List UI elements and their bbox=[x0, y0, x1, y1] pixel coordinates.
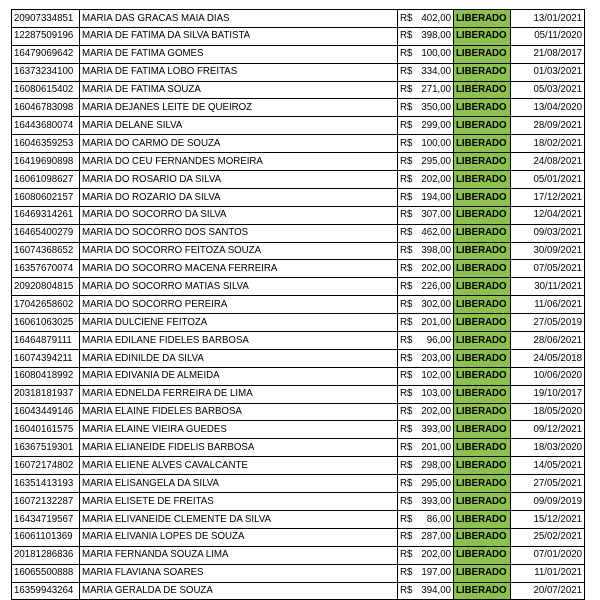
amount: 203,00 bbox=[421, 352, 451, 364]
cell-value[interactable] bbox=[398, 332, 454, 350]
table-row bbox=[12, 260, 585, 278]
cell-date[interactable]: 13/04/2020 bbox=[511, 99, 585, 117]
cell-id[interactable]: 16072132287 bbox=[12, 493, 80, 511]
table-row bbox=[12, 314, 585, 332]
cell-value[interactable] bbox=[398, 206, 454, 224]
cell-name[interactable]: MARIA EDINILDE DA SILVA bbox=[80, 349, 398, 367]
currency-symbol: R$ bbox=[400, 263, 413, 275]
table-row bbox=[12, 582, 585, 600]
amount: 100,00 bbox=[421, 137, 451, 149]
status-badge[interactable]: LIBERADO bbox=[454, 332, 511, 350]
cell-value[interactable] bbox=[398, 278, 454, 296]
currency-symbol: R$ bbox=[400, 316, 413, 328]
amount: 398,00 bbox=[421, 245, 451, 257]
amount: 394,00 bbox=[421, 585, 451, 597]
cell-id[interactable]: 16434719567 bbox=[12, 510, 80, 528]
cell-date[interactable]: 12/04/2021 bbox=[511, 206, 585, 224]
cell-value[interactable] bbox=[398, 528, 454, 546]
amount: 393,00 bbox=[421, 495, 451, 507]
currency-symbol: R$ bbox=[400, 370, 413, 382]
amount: 201,00 bbox=[421, 441, 451, 453]
table-row bbox=[12, 135, 585, 153]
amount: 202,00 bbox=[421, 549, 451, 561]
cell-id[interactable]: 16469314261 bbox=[12, 206, 80, 224]
table-row bbox=[12, 349, 585, 367]
currency-symbol: R$ bbox=[400, 84, 413, 96]
table-row bbox=[12, 117, 585, 135]
table-row bbox=[12, 564, 585, 582]
currency-symbol: R$ bbox=[400, 585, 413, 597]
cell-date[interactable]: 19/10/2017 bbox=[511, 385, 585, 403]
cell-date[interactable]: 27/05/2019 bbox=[511, 314, 585, 332]
cell-date[interactable]: 05/11/2020 bbox=[511, 27, 585, 45]
cell-value[interactable] bbox=[398, 171, 454, 189]
cell-date[interactable]: 07/05/2021 bbox=[511, 260, 585, 278]
status-badge[interactable]: LIBERADO bbox=[454, 314, 511, 332]
cell-value[interactable] bbox=[398, 421, 454, 439]
currency-symbol: R$ bbox=[400, 155, 413, 167]
amount: 295,00 bbox=[421, 155, 451, 167]
cell-id[interactable]: 16080602157 bbox=[12, 188, 80, 206]
cell-date[interactable]: 20/07/2021 bbox=[511, 582, 585, 600]
currency-symbol: R$ bbox=[400, 298, 413, 310]
cell-name[interactable]: MARIA DO CEU FERNANDES MOREIRA bbox=[80, 153, 398, 171]
status-badge[interactable]: LIBERADO bbox=[454, 385, 511, 403]
cell-date[interactable]: 21/08/2017 bbox=[511, 45, 585, 63]
cell-id[interactable]: 17042658602 bbox=[12, 296, 80, 314]
status-badge[interactable]: LIBERADO bbox=[454, 528, 511, 546]
status-badge[interactable]: LIBERADO bbox=[454, 349, 511, 367]
amount: 86,00 bbox=[426, 513, 451, 525]
cell-name[interactable]: MARIA EDILANE FIDELES BARBOSA bbox=[80, 332, 398, 350]
currency-symbol: R$ bbox=[400, 388, 413, 400]
cell-id[interactable]: 16061098627 bbox=[12, 171, 80, 189]
cell-name[interactable]: MARIA DULCIENE FEITOZA bbox=[80, 314, 398, 332]
cell-value[interactable] bbox=[398, 45, 454, 63]
table-row bbox=[12, 63, 585, 81]
cell-id[interactable]: 16061063025 bbox=[12, 314, 80, 332]
table-row bbox=[12, 367, 585, 385]
cell-id[interactable]: 16357670074 bbox=[12, 260, 80, 278]
cell-value[interactable] bbox=[398, 510, 454, 528]
cell-date[interactable]: 11/01/2021 bbox=[511, 564, 585, 582]
cell-name[interactable]: MARIA ELIANEIDE FIDELIS BARBOSA bbox=[80, 439, 398, 457]
table-row bbox=[12, 457, 585, 475]
cell-date[interactable]: 09/03/2021 bbox=[511, 224, 585, 242]
currency-symbol: R$ bbox=[400, 191, 413, 203]
table-row bbox=[12, 171, 585, 189]
cell-value[interactable] bbox=[398, 439, 454, 457]
currency-symbol: R$ bbox=[400, 406, 413, 418]
currency-symbol: R$ bbox=[400, 334, 413, 346]
cell-id[interactable]: 16419690898 bbox=[12, 153, 80, 171]
cell-name[interactable]: MARIA ELIENE ALVES CAVALCANTE bbox=[80, 457, 398, 475]
currency-symbol: R$ bbox=[400, 209, 413, 221]
cell-name[interactable]: MARIA ELISETE DE FREITAS bbox=[80, 493, 398, 511]
status-badge[interactable]: LIBERADO bbox=[454, 510, 511, 528]
status-badge[interactable]: LIBERADO bbox=[454, 171, 511, 189]
status-badge[interactable]: LIBERADO bbox=[454, 206, 511, 224]
table-row bbox=[12, 385, 585, 403]
cell-name[interactable]: MARIA DO SOCORRO PEREIRA bbox=[80, 296, 398, 314]
cell-id[interactable]: 16080418992 bbox=[12, 367, 80, 385]
currency-symbol: R$ bbox=[400, 30, 413, 42]
cell-date[interactable]: 18/02/2021 bbox=[511, 135, 585, 153]
cell-id[interactable]: 16443680074 bbox=[12, 117, 80, 135]
status-badge[interactable]: LIBERADO bbox=[454, 457, 511, 475]
currency-symbol: R$ bbox=[400, 567, 413, 579]
status-badge[interactable]: LIBERADO bbox=[454, 564, 511, 582]
cell-name[interactable]: MARIA DE FATIMA DA SILVA BATISTA bbox=[80, 27, 398, 45]
amount: 103,00 bbox=[421, 388, 451, 400]
currency-symbol: R$ bbox=[400, 137, 413, 149]
cell-id[interactable]: 16080615402 bbox=[12, 81, 80, 99]
status-badge[interactable]: LIBERADO bbox=[454, 582, 511, 600]
table-row bbox=[12, 332, 585, 350]
cell-date[interactable]: 13/01/2021 bbox=[511, 10, 585, 28]
currency-symbol: R$ bbox=[400, 477, 413, 489]
table-row bbox=[12, 475, 585, 493]
currency-symbol: R$ bbox=[400, 441, 413, 453]
cell-name[interactable]: MARIA DO SOCORRO MATIAS SILVA bbox=[80, 278, 398, 296]
status-badge[interactable]: LIBERADO bbox=[454, 27, 511, 45]
table-row bbox=[12, 510, 585, 528]
cell-value[interactable] bbox=[398, 367, 454, 385]
status-badge[interactable]: LIBERADO bbox=[454, 546, 511, 564]
amount: 287,00 bbox=[421, 531, 451, 543]
table-row bbox=[12, 296, 585, 314]
cell-value[interactable] bbox=[398, 99, 454, 117]
currency-symbol: R$ bbox=[400, 48, 413, 60]
cell-id[interactable]: 16040161575 bbox=[12, 421, 80, 439]
table-row bbox=[12, 10, 585, 28]
cell-name[interactable]: MARIA DO SOCORRO DOS SANTOS bbox=[80, 224, 398, 242]
currency-symbol: R$ bbox=[400, 173, 413, 185]
amount: 299,00 bbox=[421, 119, 451, 131]
currency-symbol: R$ bbox=[400, 531, 413, 543]
cell-date[interactable]: 28/06/2021 bbox=[511, 332, 585, 350]
currency-symbol: R$ bbox=[400, 227, 413, 239]
status-badge[interactable]: LIBERADO bbox=[454, 81, 511, 99]
cell-name[interactable]: MARIA DE FATIMA SOUZA bbox=[80, 81, 398, 99]
cell-id[interactable]: 20181286836 bbox=[12, 546, 80, 564]
table-row bbox=[12, 403, 585, 421]
status-badge[interactable]: LIBERADO bbox=[454, 117, 511, 135]
amount: 393,00 bbox=[421, 424, 451, 436]
amount: 398,00 bbox=[421, 30, 451, 42]
currency-symbol: R$ bbox=[400, 245, 413, 257]
status-badge[interactable]: LIBERADO bbox=[454, 403, 511, 421]
cell-value[interactable] bbox=[398, 81, 454, 99]
status-badge[interactable]: LIBERADO bbox=[454, 296, 511, 314]
cell-name[interactable]: MARIA ELAINE FIDELES BARBOSA bbox=[80, 403, 398, 421]
status-badge[interactable]: LIBERADO bbox=[454, 367, 511, 385]
status-badge[interactable]: LIBERADO bbox=[454, 99, 511, 117]
status-badge[interactable]: LIBERADO bbox=[454, 135, 511, 153]
cell-value[interactable] bbox=[398, 564, 454, 582]
cell-date[interactable]: 30/11/2021 bbox=[511, 278, 585, 296]
cell-name[interactable]: MARIA DO SOCORRO DA SILVA bbox=[80, 206, 398, 224]
status-badge[interactable]: LIBERADO bbox=[454, 45, 511, 63]
status-badge[interactable]: LIBERADO bbox=[454, 10, 511, 28]
table-row bbox=[12, 188, 585, 206]
cell-value[interactable] bbox=[398, 403, 454, 421]
cell-value[interactable] bbox=[398, 475, 454, 493]
status-badge[interactable]: LIBERADO bbox=[454, 153, 511, 171]
cell-value[interactable] bbox=[398, 296, 454, 314]
cell-date[interactable]: 17/12/2021 bbox=[511, 188, 585, 206]
cell-name[interactable]: MARIA DO ROZARIO DA SILVA bbox=[80, 188, 398, 206]
cell-value[interactable] bbox=[398, 63, 454, 81]
cell-id[interactable]: 16043449146 bbox=[12, 403, 80, 421]
cell-id[interactable]: 12287509196 bbox=[12, 27, 80, 45]
currency-symbol: R$ bbox=[400, 66, 413, 78]
amount: 202,00 bbox=[421, 263, 451, 275]
table-row bbox=[12, 27, 585, 45]
table-row bbox=[12, 81, 585, 99]
cell-id[interactable]: 16351413193 bbox=[12, 475, 80, 493]
cell-id[interactable]: 16061101369 bbox=[12, 528, 80, 546]
status-badge[interactable]: LIBERADO bbox=[454, 421, 511, 439]
status-badge[interactable]: LIBERADO bbox=[454, 260, 511, 278]
cell-name[interactable]: MARIA GERALDA DE SOUZA bbox=[80, 582, 398, 600]
table-row bbox=[12, 278, 585, 296]
status-badge[interactable]: LIBERADO bbox=[454, 188, 511, 206]
cell-date[interactable]: 24/05/2018 bbox=[511, 349, 585, 367]
cell-value[interactable] bbox=[398, 27, 454, 45]
currency-symbol: R$ bbox=[400, 352, 413, 364]
cell-name[interactable]: MARIA DE FATIMA LOBO FREITAS bbox=[80, 63, 398, 81]
status-badge[interactable]: LIBERADO bbox=[454, 278, 511, 296]
currency-symbol: R$ bbox=[400, 495, 413, 507]
cell-id[interactable]: 20318181937 bbox=[12, 385, 80, 403]
cell-name[interactable]: MARIA ELISANGELA DA SILVA bbox=[80, 475, 398, 493]
table-row bbox=[12, 242, 585, 260]
amount: 226,00 bbox=[421, 280, 451, 292]
cell-id[interactable]: 16479069642 bbox=[12, 45, 80, 63]
amount: 271,00 bbox=[421, 84, 451, 96]
amount: 96,00 bbox=[426, 334, 451, 346]
table-row bbox=[12, 45, 585, 63]
cell-date[interactable]: 18/03/2020 bbox=[511, 439, 585, 457]
amount: 462,00 bbox=[421, 227, 451, 239]
cell-value[interactable] bbox=[398, 493, 454, 511]
cell-name[interactable]: MARIA ELIVANIA LOPES DE SOUZA bbox=[80, 528, 398, 546]
table-row bbox=[12, 439, 585, 457]
cell-value[interactable] bbox=[398, 224, 454, 242]
cell-name[interactable]: MARIA FERNANDA SOUZA LIMA bbox=[80, 546, 398, 564]
cell-name[interactable]: MARIA EDIVANIA DE ALMEIDA bbox=[80, 367, 398, 385]
cell-value[interactable] bbox=[398, 242, 454, 260]
beneficiary-table bbox=[11, 9, 585, 600]
amount: 201,00 bbox=[421, 316, 451, 328]
currency-symbol: R$ bbox=[400, 119, 413, 131]
cell-value[interactable] bbox=[398, 314, 454, 332]
cell-name[interactable]: MARIA DO ROSARIO DA SILVA bbox=[80, 171, 398, 189]
amount: 402,00 bbox=[421, 12, 451, 24]
table-row bbox=[12, 99, 585, 117]
cell-date[interactable]: 05/01/2021 bbox=[511, 171, 585, 189]
amount: 334,00 bbox=[421, 66, 451, 78]
status-badge[interactable]: LIBERADO bbox=[454, 224, 511, 242]
cell-name[interactable]: MARIA ELAINE VIEIRA GUEDES bbox=[80, 421, 398, 439]
cell-value[interactable] bbox=[398, 117, 454, 135]
amount: 350,00 bbox=[421, 102, 451, 114]
status-badge[interactable]: LIBERADO bbox=[454, 475, 511, 493]
status-badge[interactable]: LIBERADO bbox=[454, 439, 511, 457]
amount: 298,00 bbox=[421, 459, 451, 471]
status-badge[interactable]: LIBERADO bbox=[454, 63, 511, 81]
status-badge[interactable]: LIBERADO bbox=[454, 242, 511, 260]
currency-symbol: R$ bbox=[400, 549, 413, 561]
cell-date[interactable]: 09/09/2019 bbox=[511, 493, 585, 511]
table-row bbox=[12, 153, 585, 171]
cell-date[interactable]: 30/09/2021 bbox=[511, 242, 585, 260]
cell-id[interactable]: 16465400279 bbox=[12, 224, 80, 242]
currency-symbol: R$ bbox=[400, 12, 413, 24]
cell-id[interactable]: 16046359253 bbox=[12, 135, 80, 153]
spreadsheet bbox=[11, 9, 585, 600]
cell-date[interactable]: 14/05/2021 bbox=[511, 457, 585, 475]
cell-name[interactable]: MARIA DEJANES LEITE DE QUEIROZ bbox=[80, 99, 398, 117]
cell-id[interactable]: 16072174802 bbox=[12, 457, 80, 475]
cell-id[interactable]: 20907334851 bbox=[12, 10, 80, 28]
cell-id[interactable]: 16074368652 bbox=[12, 242, 80, 260]
cell-value[interactable] bbox=[398, 582, 454, 600]
cell-value[interactable] bbox=[398, 546, 454, 564]
amount: 197,00 bbox=[421, 567, 451, 579]
cell-value[interactable] bbox=[398, 457, 454, 475]
status-badge[interactable]: LIBERADO bbox=[454, 493, 511, 511]
cell-value[interactable] bbox=[398, 10, 454, 28]
cell-date[interactable]: 01/03/2021 bbox=[511, 63, 585, 81]
table-row bbox=[12, 206, 585, 224]
cell-id[interactable]: 20920804815 bbox=[12, 278, 80, 296]
cell-name[interactable]: MARIA DE FATIMA GOMES bbox=[80, 45, 398, 63]
table-row bbox=[12, 224, 585, 242]
cell-date[interactable]: 24/08/2021 bbox=[511, 153, 585, 171]
cell-name[interactable]: MARIA DO SOCORRO MACENA FERREIRA bbox=[80, 260, 398, 278]
currency-symbol: R$ bbox=[400, 280, 413, 292]
amount: 102,00 bbox=[421, 370, 451, 382]
cell-date[interactable]: 11/06/2021 bbox=[511, 296, 585, 314]
cell-name[interactable]: MARIA EDNELDA FERREIRA DE LIMA bbox=[80, 385, 398, 403]
cell-id[interactable]: 16065500888 bbox=[12, 564, 80, 582]
cell-date[interactable]: 07/01/2020 bbox=[511, 546, 585, 564]
amount: 100,00 bbox=[421, 48, 451, 60]
currency-symbol: R$ bbox=[400, 424, 413, 436]
table-row bbox=[12, 546, 585, 564]
cell-date[interactable]: 28/09/2021 bbox=[511, 117, 585, 135]
cell-id[interactable]: 16074394211 bbox=[12, 349, 80, 367]
cell-name[interactable]: MARIA FLAVIANA SOARES bbox=[80, 564, 398, 582]
cell-date[interactable]: 10/06/2020 bbox=[511, 367, 585, 385]
table-body bbox=[12, 10, 585, 600]
table-row bbox=[12, 493, 585, 511]
cell-value[interactable] bbox=[398, 153, 454, 171]
amount: 202,00 bbox=[421, 406, 451, 418]
cell-date[interactable]: 09/12/2021 bbox=[511, 421, 585, 439]
amount: 302,00 bbox=[421, 298, 451, 310]
cell-date[interactable]: 27/05/2021 bbox=[511, 475, 585, 493]
cell-name[interactable]: MARIA DO SOCORRO FEITOZA SOUZA bbox=[80, 242, 398, 260]
cell-id[interactable]: 16359943264 bbox=[12, 582, 80, 600]
cell-id[interactable]: 16464879111 bbox=[12, 332, 80, 350]
currency-symbol: R$ bbox=[400, 102, 413, 114]
cell-value[interactable] bbox=[398, 385, 454, 403]
cell-value[interactable] bbox=[398, 260, 454, 278]
cell-date[interactable]: 25/02/2021 bbox=[511, 528, 585, 546]
table-row bbox=[12, 421, 585, 439]
cell-value[interactable] bbox=[398, 349, 454, 367]
amount: 295,00 bbox=[421, 477, 451, 489]
amount: 307,00 bbox=[421, 209, 451, 221]
cell-date[interactable]: 05/03/2021 bbox=[511, 81, 585, 99]
amount: 194,00 bbox=[421, 191, 451, 203]
currency-symbol: R$ bbox=[400, 459, 413, 471]
cell-value[interactable] bbox=[398, 188, 454, 206]
currency-symbol: R$ bbox=[400, 513, 413, 525]
cell-value[interactable] bbox=[398, 135, 454, 153]
cell-id[interactable]: 16367519301 bbox=[12, 439, 80, 457]
cell-id[interactable]: 16046783098 bbox=[12, 99, 80, 117]
cell-name[interactable]: MARIA ELIVANEIDE CLEMENTE DA SILVA bbox=[80, 510, 398, 528]
cell-date[interactable]: 18/05/2020 bbox=[511, 403, 585, 421]
cell-name[interactable]: MARIA DELANE SILVA bbox=[80, 117, 398, 135]
cell-id[interactable]: 16373234100 bbox=[12, 63, 80, 81]
cell-name[interactable]: MARIA DO CARMO DE SOUZA bbox=[80, 135, 398, 153]
amount: 202,00 bbox=[421, 173, 451, 185]
table-row bbox=[12, 528, 585, 546]
cell-date[interactable]: 15/12/2021 bbox=[511, 510, 585, 528]
cell-name[interactable]: MARIA DAS GRACAS MAIA DIAS bbox=[80, 10, 398, 28]
